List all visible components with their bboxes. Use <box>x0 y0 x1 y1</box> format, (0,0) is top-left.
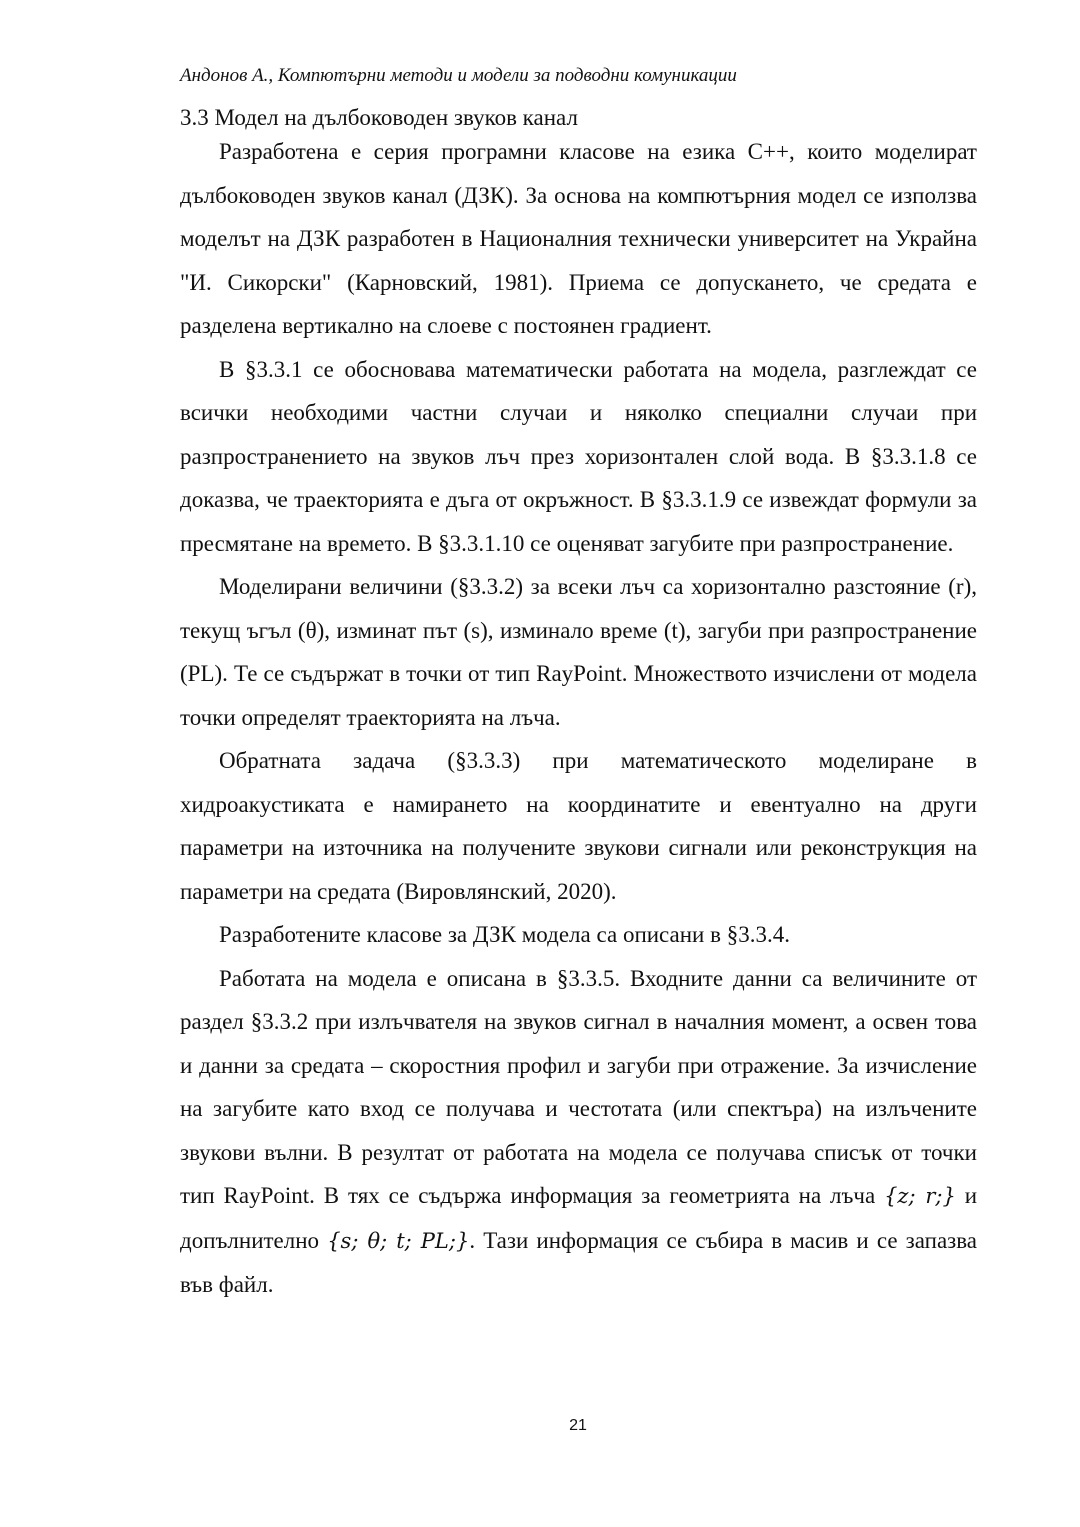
body-text <box>180 130 977 1307</box>
running-header: Андонов А., Компютърни методи и модели за подводни комуникации <box>180 65 737 86</box>
paragraph-3: Моделирани величини (§3.3.2) за всеки лъч са хоризонтално разстояние (r), текущ ъгъл (θ), изминат път (s), изминало време (t), загуби при разпространение (PL). Те се съдържат в точки от тип RayPoint. Множеството изчислени от модела точки определят траекторията на лъча. <box>180 574 977 730</box>
paragraph-1: Разработена е серия програмни класове на езика С++, които моделират дълбоководен звуков канал (ДЗК). За основа на компютърния модел се използва моделът на ДЗК разработен в Националния технически университет на Украйна "И. Сикорски" (Карновский, 1981). Приема се допускането, че средата е разделена вертикално на слоеве с постоянен градиент. <box>180 139 977 338</box>
math-geometry-set: {z; r;} <box>884 1184 956 1208</box>
section-heading: 3.3 Модел на дълбоководен звуков канал <box>180 105 578 130</box>
math-extra-set: {s; θ; t; PL;} <box>327 1228 470 1253</box>
paragraph-4: Обратната задача (§3.3.3) при математическото моделиране в хидроакустиката е намирането на координатите и евентуално на други параметри на източника на получените звукови сигнали или реконструкция на параметри на средата (Вировлянский, 2020). <box>180 748 977 904</box>
paragraph-2: В §3.3.1 се обосновава математически работата на модела, разглеждат се всички необходими частни случаи и няколко специални случаи при разпространението на звуков лъч през хоризонтален слой вода. В §3.3.1.8 се доказва, че траекторията е дъга от окръжност. В §3.3.1.9 се извеждат формули за пресмятане на времето. В §3.3.1.10 се оценяват загубите при разпространение. <box>180 356 977 556</box>
paragraph-6-text-middle: и допълнително <box>180 1183 978 1253</box>
page-number: 21 <box>569 1417 587 1434</box>
paragraph-5: Разработените класове за ДЗК модела са описани в §3.3.4. <box>219 922 790 947</box>
paragraph-6-text-start: Работата на модела е описана в §3.3.5. Входните данни са величините от раздел §3.3.2 при излъчвателя на звуков сигнал в началния момент, а освен това и данни за средата – скоростния профил и загуби при отражение. За изчисление на загубите като вход се получава и честотата (или спектъра) на излъчените звукови вълни. В резултат от работата на модела се получава списък от точки тип RayPoint. В тях се съдържа информация за геометрията на лъча <box>180 965 977 1208</box>
paragraph-6 <box>180 957 977 1307</box>
paragraph-6-text-end: . Тази информация се събира в масив и се запазва във файл. <box>180 1227 978 1297</box>
